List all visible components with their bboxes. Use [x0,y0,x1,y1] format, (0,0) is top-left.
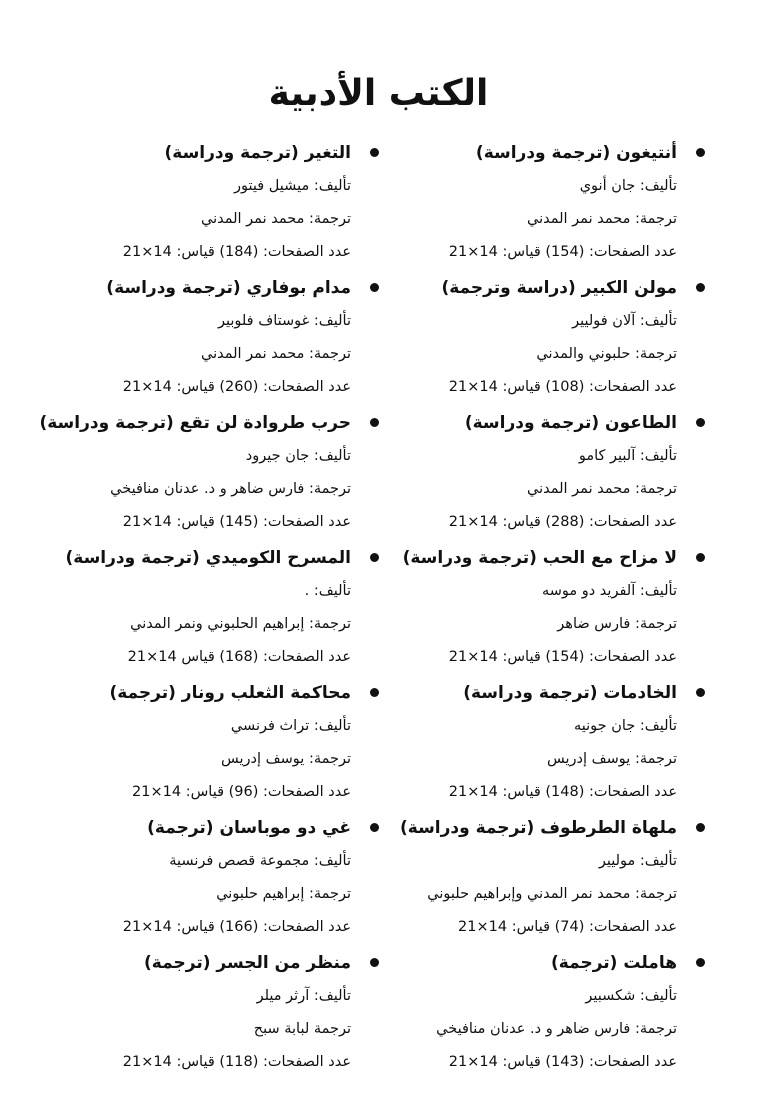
book-title: غي دو موباسان (ترجمة) [147,818,351,838]
bullet-icon [370,823,379,832]
book-details: عدد الصفحات: (154) قياس: 14×21 [448,649,677,665]
book-translator: ترجمة: يوسف إدريس [547,751,677,767]
book-translator: ترجمة: إبراهيم حلبوني [216,886,351,902]
book-title: الخادمات (ترجمة ودراسة) [463,683,677,703]
book-title: هاملت (ترجمة) [550,953,677,973]
book-translator: ترجمة: حلبوني والمدني [536,346,677,362]
book-translator: ترجمة: يوسف إدريس [221,751,351,767]
book-author: تأليف: آلبير كامو [578,448,677,464]
book-translator: ترجمة: محمد نمر المدني وإبراهيم حلبوني [427,886,677,902]
book-author: تأليف: . [304,583,351,599]
book-title: مولن الكبير (دراسة وترجمة) [441,278,677,298]
bullet-icon [370,688,379,697]
book-title: التغير (ترجمة ودراسة) [164,143,351,163]
book-entry [357,406,677,541]
book-entry [357,946,677,1081]
book-list-left [31,136,351,1081]
book-author: تأليف: ميشيل فيتور [234,178,351,194]
bullet-icon [370,418,379,427]
book-entry [31,406,351,541]
book-author: تأليف: شكسبير [585,988,677,1004]
book-title: منظر من الجسر (ترجمة) [144,953,351,973]
bullet-icon [696,553,705,562]
book-entry [357,271,677,406]
book-author: تأليف: جان أنوي [579,178,677,194]
book-title: مدام بوفاري (ترجمة ودراسة) [106,278,351,298]
bullet-icon [370,553,379,562]
book-title: محاكمة الثعلب رونار (ترجمة) [109,683,351,703]
book-details: عدد الصفحات: (260) قياس: 14×21 [122,379,351,395]
book-title: ملهاة الطرطوف (ترجمة ودراسة) [399,818,677,838]
book-translator: ترجمة: محمد نمر المدني [527,481,677,497]
book-translator: ترجمة لبابة سبح [253,1021,351,1037]
book-author: تأليف: موليير [598,853,677,869]
book-entry [357,136,677,271]
bullet-icon [370,283,379,292]
book-details: عدد الصفحات: (148) قياس: 14×21 [448,784,677,800]
book-details: عدد الصفحات: (166) قياس: 14×21 [122,919,351,935]
book-translator: ترجمة: إبراهيم الحلبوني ونمر المدني [130,616,351,632]
book-details: عدد الصفحات: (74) قياس: 14×21 [458,919,677,935]
book-translator: ترجمة: محمد نمر المدني [201,211,351,227]
book-details: عدد الصفحات: (154) قياس: 14×21 [448,244,677,260]
bullet-icon [696,958,705,967]
bullet-icon [696,283,705,292]
book-translator: ترجمة: محمد نمر المدني [527,211,677,227]
book-details: عدد الصفحات: (118) قياس: 14×21 [122,1054,351,1070]
book-author: تأليف: آرثر ميلر [256,988,351,1004]
bullet-icon [696,688,705,697]
book-title: حرب طروادة لن تقع (ترجمة ودراسة) [39,413,351,433]
bullet-icon [370,958,379,967]
book-author: تأليف: جان جيرود [245,448,351,464]
book-translator: ترجمة: محمد نمر المدني [201,346,351,362]
book-details: عدد الصفحات: (184) قياس: 14×21 [122,244,351,260]
book-translator: ترجمة: فارس ضاهر و د. عدنان منافيخي [436,1021,677,1037]
book-list-right [357,136,677,1081]
book-entry [31,946,351,1081]
book-author: تأليف: تراث فرنسي [230,718,351,734]
page-title: الكتب الأدبية [268,73,489,114]
book-translator: ترجمة: فارس ضاهر [557,616,677,632]
book-details: عدد الصفحات: (143) قياس: 14×21 [448,1054,677,1070]
book-author: تأليف: جان جونيه [573,718,677,734]
book-title: المسرح الكوميدي (ترجمة ودراسة) [65,548,351,568]
bullet-icon [696,148,705,157]
book-author: تأليف: آلان فوليير [572,313,677,329]
book-entry [31,271,351,406]
book-author: تأليف: مجموعة قصص فرنسية [169,853,351,869]
book-author: تأليف: آلفريد دو موسه [541,583,677,599]
book-details: عدد الصفحات: (168) قياس 14×21 [127,649,351,665]
bullet-icon [696,823,705,832]
book-entry [31,811,351,946]
book-entry [31,541,351,676]
book-details: عدد الصفحات: (145) قياس: 14×21 [122,514,351,530]
book-entry [31,136,351,271]
book-entry [357,811,677,946]
bullet-icon [696,418,705,427]
book-title: لا مزاح مع الحب (ترجمة ودراسة) [402,548,677,568]
book-entry [357,541,677,676]
book-details: عدد الصفحات: (288) قياس: 14×21 [448,514,677,530]
book-title: أنتيغون (ترجمة ودراسة) [475,143,677,163]
book-entry [357,676,677,811]
bullet-icon [370,148,379,157]
book-details: عدد الصفحات: (96) قياس: 14×21 [132,784,351,800]
book-translator: ترجمة: فارس ضاهر و د. عدنان منافيخي [110,481,351,497]
book-details: عدد الصفحات: (108) قياس: 14×21 [448,379,677,395]
book-entry [31,676,351,811]
book-title: الطاعون (ترجمة ودراسة) [464,413,677,433]
book-author: تأليف: غوستاف فلوبير [217,313,351,329]
